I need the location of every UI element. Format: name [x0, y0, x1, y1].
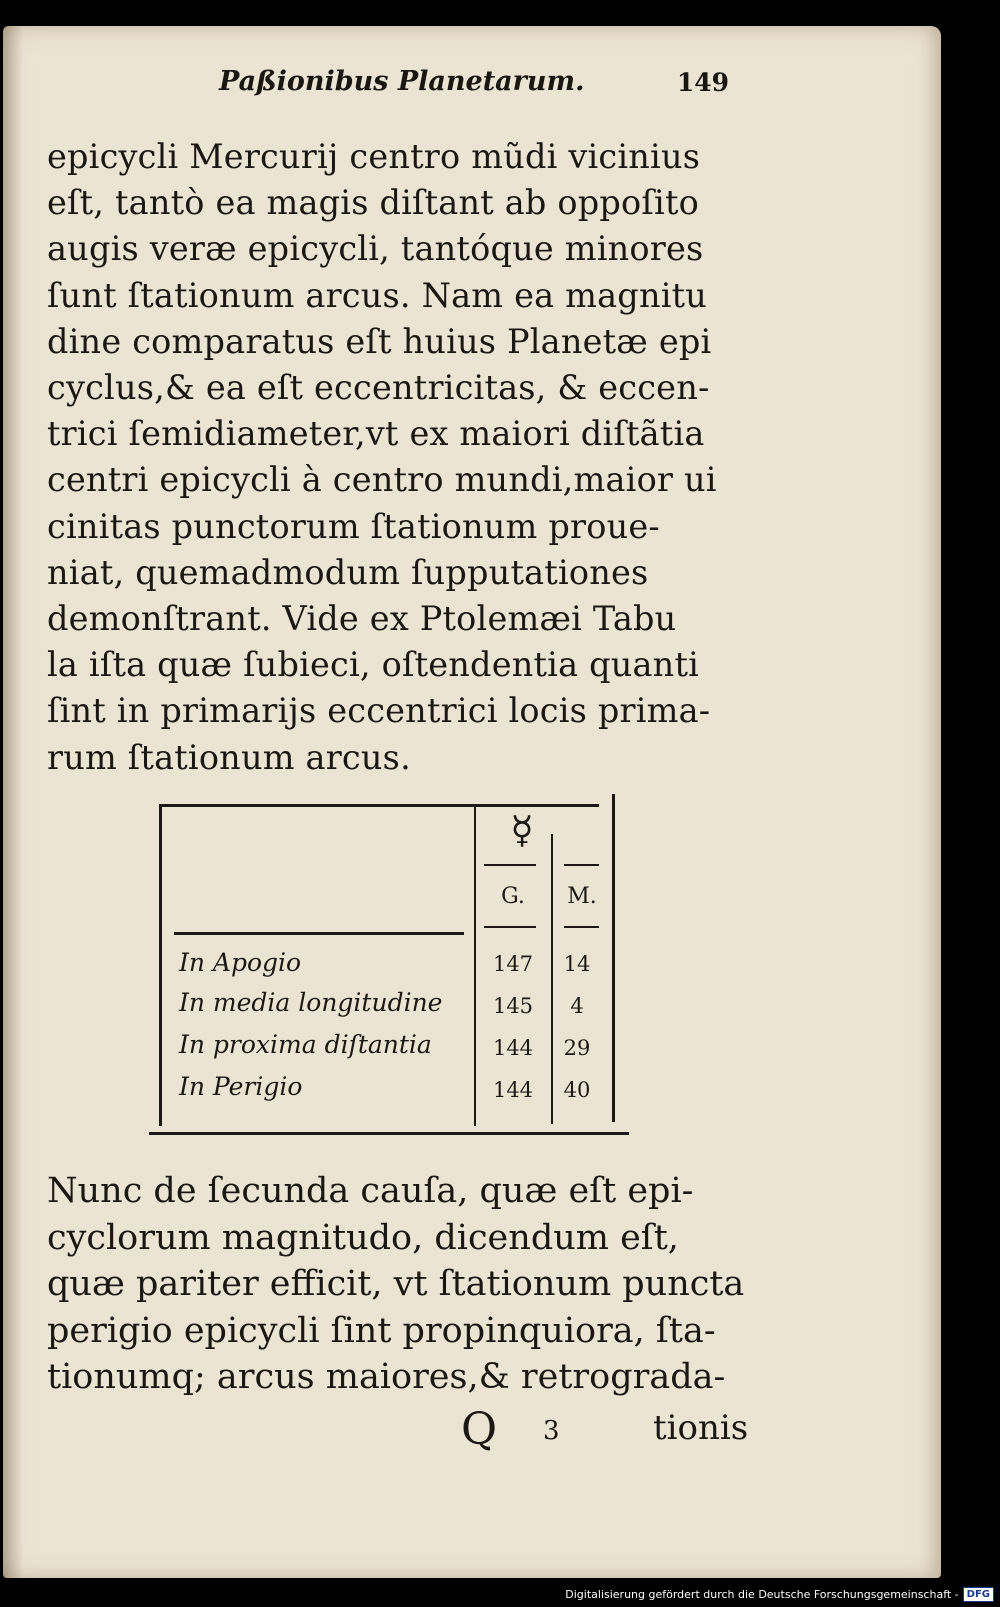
- running-head: [219, 66, 729, 106]
- table-header-rule: [564, 864, 599, 866]
- table-right-rule: [612, 794, 615, 1122]
- digitization-footer: [565, 1583, 994, 1605]
- row-label: In media longitudine: [179, 988, 443, 1017]
- row-label: In Apogio: [179, 948, 302, 977]
- table-body-rule: [174, 932, 464, 935]
- footer-credit: Digitalisierung gefördert durch die Deutsche Forschungsgemeinschaft -: [565, 1587, 959, 1601]
- text-line: cinitas punctorum ſtationum proue-: [47, 506, 660, 546]
- table-col-divider: [551, 834, 553, 1124]
- dfg-logo: DFG: [963, 1587, 994, 1602]
- text-line: rum ſtationum arcus.: [47, 737, 411, 777]
- signature-number: 3: [543, 1416, 560, 1446]
- text-line: augis veræ epicycli, tantóque minores: [47, 229, 704, 269]
- signature-letter: Q: [461, 1404, 498, 1455]
- cell-degrees: 147: [492, 952, 534, 976]
- table-col-divider: [474, 804, 476, 1126]
- table-top-rule: [159, 804, 599, 807]
- text-line: perigio epicycli ſint propinquiora, ſta-: [47, 1310, 716, 1351]
- body-paragraph-1: [47, 134, 737, 781]
- running-title: Paßionibus Planetarum.: [219, 66, 585, 97]
- text-line: epicycli Mercurij centro mũdi vicinius: [47, 137, 701, 176]
- cell-minutes: 40: [563, 1078, 591, 1102]
- text-line: ſunt ſtationum arcus. Nam ea magnitu: [47, 275, 708, 315]
- book-page: [3, 26, 941, 1578]
- cell-minutes: 14: [563, 952, 591, 976]
- text-line: tionumq; arcus maiores,& retrograda-: [47, 1357, 726, 1397]
- cell-minutes: 29: [563, 1036, 591, 1060]
- text-line: cyclus,& ea eſt eccentricitas, & eccen-: [47, 368, 710, 408]
- col-head-minutes: M.: [567, 884, 597, 909]
- body-paragraph-2: [47, 1168, 747, 1401]
- col-head-degrees: G.: [501, 884, 525, 909]
- page-number: 149: [676, 68, 729, 97]
- text-line: demonſtrant. Vide ex Ptolemæi Tabu: [47, 599, 677, 639]
- stations-table: [149, 804, 641, 1136]
- text-line: niat, quemadmodum ſupputationes: [47, 552, 649, 592]
- page-gutter-shadow: [3, 26, 23, 1578]
- table-header-rule: [484, 864, 536, 866]
- row-label: In proxima diſtantia: [179, 1030, 432, 1059]
- cell-degrees: 144: [492, 1078, 534, 1102]
- text-line: cyclorum magnitudo, dicendum eſt,: [47, 1217, 679, 1258]
- table-body-rule: [564, 926, 599, 928]
- text-line: centri epicycli à centro mundi,maior ui: [47, 460, 717, 500]
- table-bottom-rule: [149, 1132, 629, 1135]
- cell-minutes: 4: [570, 994, 584, 1018]
- text-line: Nunc de ſecunda cauſa, quæ eſt epi-: [47, 1171, 694, 1211]
- text-line: trici ſemidiameter,vt ex maiori diſtãtia: [47, 414, 705, 454]
- table-body-rule: [484, 926, 536, 928]
- cell-degrees: 145: [492, 994, 534, 1018]
- text-line: eſt, tantò ea magis diſtant ab oppoſito: [47, 183, 699, 223]
- table-left-rule: [159, 804, 162, 1126]
- text-line: dine comparatus eſt huius Planetæ epi: [47, 321, 712, 361]
- text-line: ſint in primarijs eccentrici locis prima-: [47, 691, 711, 731]
- cell-degrees: 144: [492, 1036, 534, 1060]
- text-line: la iſta quæ ſubieci, oſtendentia quanti: [47, 645, 700, 685]
- mercury-symbol-icon: ☿: [510, 808, 534, 852]
- row-label: In Perigio: [179, 1072, 303, 1101]
- catchword: tionis: [653, 1408, 749, 1448]
- text-line: quæ pariter efficit, vt ſtationum puncta: [47, 1264, 745, 1304]
